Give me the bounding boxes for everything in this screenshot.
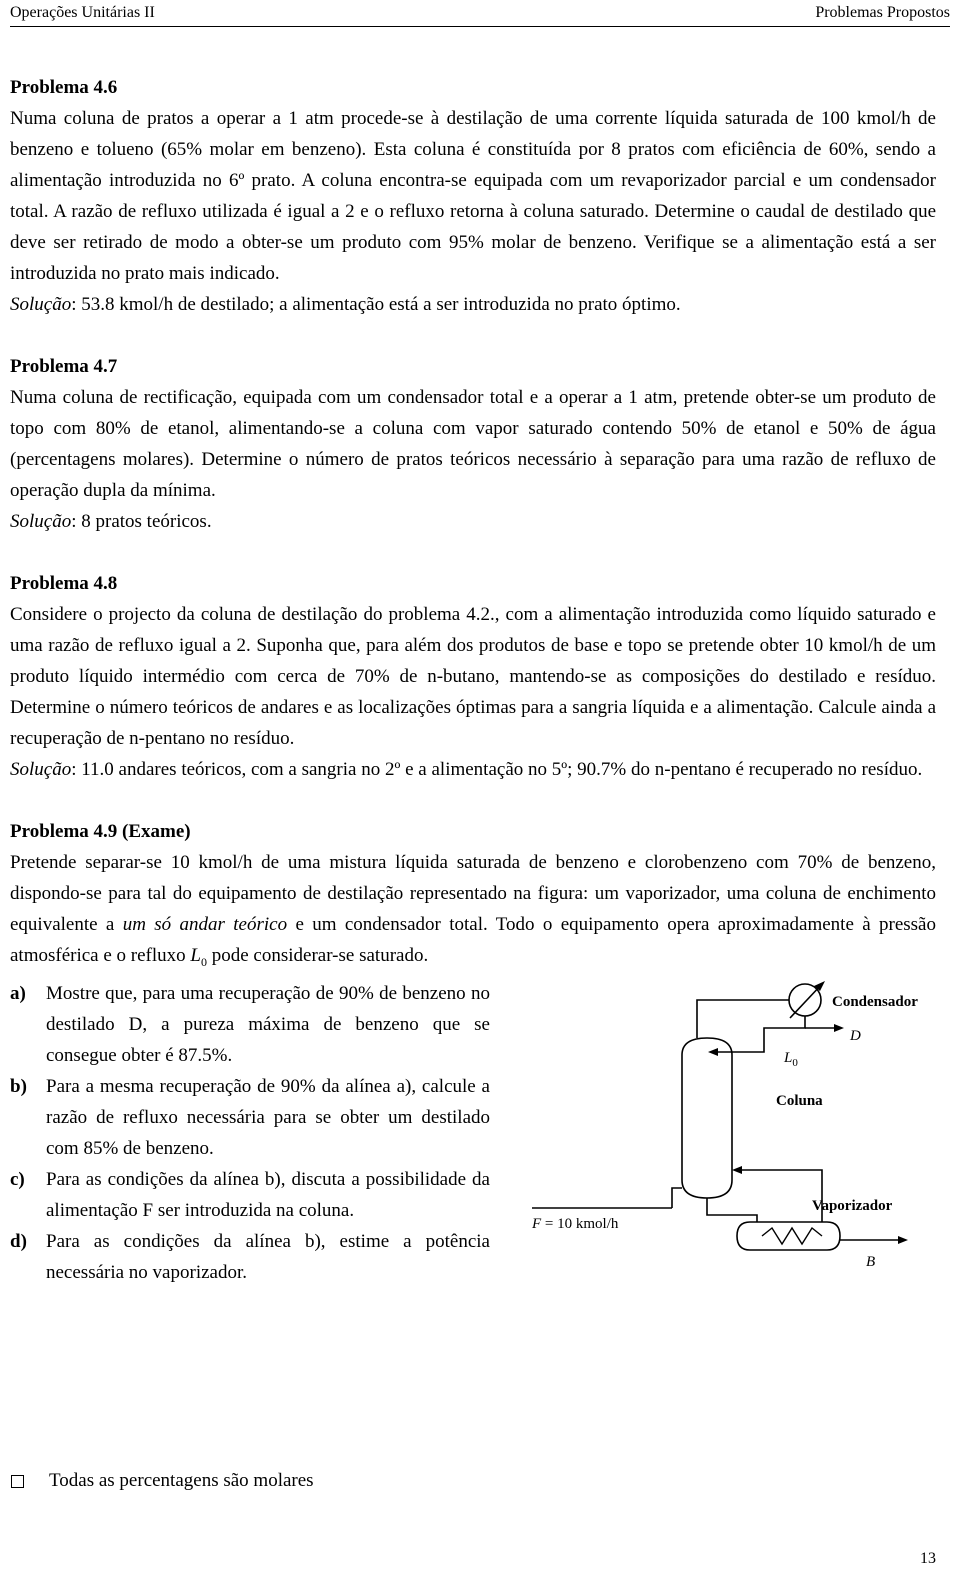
column-label: Coluna [776,1092,823,1109]
reflux-label-subscript: 0 [792,1056,798,1069]
vapor-return-line [736,1170,822,1222]
question-item [10,1226,490,1288]
problem-solution [10,289,936,320]
reflux-arrowhead [708,1048,718,1056]
problem-solution [10,506,936,537]
problem-title: Problema 4.9 (Exame) [10,821,191,842]
problem-title: Problema 4.8 [10,573,118,594]
question-item [10,1164,490,1226]
solution-text: : 53.8 kmol/h de destilado; a alimentação está a ser introduzida no prato óptimo. [71,294,681,315]
vapor-return-arrowhead [732,1166,742,1174]
bottoms-arrowhead [898,1236,908,1244]
distillation-diagram [522,970,936,1285]
feed-label-letter: F [532,1215,542,1232]
vaporizer-coil [762,1228,822,1244]
problem-text-part: e um condensador total. Todo o equipamento opera aproximadamente à pressão atmosférica e o refluxo [10,914,936,966]
page-header [10,0,950,27]
condenser-symbol [789,984,821,1016]
problem-text-part: Pretende separar-se 10 kmol/h de uma mistura líquida saturada de benzeno e clorobenzeno com 70% de benzeno, dispondo-se para tal do equipamento de destilação representado na figura: um vaporizador, uma coluna de enchimento equivalente a [10,852,936,935]
question-letter: c) [10,1168,25,1190]
question-item [10,1071,490,1164]
page-content [10,72,936,1303]
condensate-line [764,1016,805,1042]
problem-text: Numa coluna de rectificação, equipada com um condensador total e a operar a 1 atm, pretende obter-se um produto de topo com 80% de etanol, alimentando-se a coluna com vapor saturado contendo 50% de etanol e 50% de água (percentagens molares). Determine o número de pratos teóricos necessário à separação para uma razão de refluxo de operação dupla da mínima. [10,387,936,501]
question-list [10,978,490,1288]
problem-4-6 [10,72,936,320]
problem-solution [10,754,936,785]
feed-label [531,1216,619,1232]
problem-4-9 [10,816,936,1303]
footnote [10,1470,314,1492]
problem-text-part: pode considerar-se saturado. [207,945,429,966]
condenser-label: Condensador [832,993,918,1010]
feed-label-value: = 10 kmol/h [541,1215,619,1232]
solution-text: : 11.0 andares teóricos, com a sangria no 2º e a alimentação no 5º; 90.7% do n-pentano é recuperado no resíduo. [71,759,923,780]
distillate-arrowhead [834,1024,844,1032]
feed-connector [672,1188,682,1208]
question-text: Mostre que, para uma recuperação de 90% de benzeno no destilado D, a pureza máxima de benzeno que se consegue obter é 87.5%. [46,982,490,1066]
column-bottom-line [707,1198,757,1222]
reflux-subscript: 0 [201,954,207,969]
header-section: Problemas Propostos [815,4,950,21]
distillation-figure [522,970,936,1285]
solution-label: Solução [10,511,72,532]
distillate-label: D [850,1027,861,1044]
question-letter: d) [10,1230,27,1252]
question-letter: a) [10,982,26,1004]
problem-text: Considere o projecto da coluna de destilação do problema 4.2., com a alimentação introduzida como líquido saturado e uma razão de refluxo igual a 2. Suponha que, para além dos produtos de base e topo se pretende obter 10 kmol/h de um produto líquido intermédio com cerca de 70% de n-butano, mantendo-se as composições do destilado e resíduo. Determine o número teóricos de andares e as localizações óptimas para a sangria líquida e a alimentação. Calcule ainda a recuperação de n-pentano no resíduo. [10,604,936,749]
page-number: 13 [920,1550,936,1567]
vaporizer-vessel [737,1222,840,1250]
condenser-diagonal [790,984,822,1018]
column-body [682,1038,732,1198]
question-text: Para a mesma recuperação de 90% da alínea a), calcule a razão de refluxo necessária para se obter um destilado com 85% de benzeno. [46,1075,490,1159]
problem-text: Numa coluna de pratos a operar a 1 atm procede-se à destilação de uma corrente líquida saturada de 100 kmol/h de benzeno e tolueno (65% molar em benzeno). Esta coluna é constituída por 8 pratos com eficiência de 60%, sendo a alimentação introduzida no 6º prato. A coluna encontra-se equipada com um revaporizador parcial e um condensador total. A razão de refluxo utilizada é igual a 2 e o refluxo retorna à coluna saturado. Determine o caudal de destilado que deve ser retirado de modo a obter-se um produto com 95% molar de benzeno. Verifique se a alimentação está a ser introduzida no prato mais indicado. [10,108,936,284]
footnote-text: Todas as percentagens são molares [49,1470,314,1491]
solution-label: Solução [10,294,72,315]
question-text: Para as condições da alínea b), estime a potência necessária no vaporizador. [46,1230,490,1283]
solution-label: Solução [10,759,72,780]
condenser-arrowhead [814,981,825,991]
problem-4-8 [10,568,936,785]
vaporizer-label: Vaporizador [812,1197,893,1214]
question-letter: b) [10,1075,27,1097]
vapor-line [697,1000,789,1038]
question-text: Para as condições da alínea b), discuta a possibilidade da alimentação F ser introduzida na coluna. [46,1168,490,1221]
reflux-line [712,1042,764,1052]
bottoms-label: B [866,1253,876,1270]
reflux-symbol: L [190,945,201,966]
header-course: Operações Unitárias II [10,4,155,21]
question-item [10,978,490,1071]
problem-title: Problema 4.6 [10,77,118,98]
problem-4-9-lower [10,978,936,1303]
problem-text [10,847,936,978]
checkbox-bullet-icon [11,1475,24,1488]
reflux-label-letter: L [784,1049,793,1066]
problem-title: Problema 4.7 [10,356,118,377]
problem-4-7 [10,351,936,537]
solution-text: : 8 pratos teóricos. [71,511,212,532]
reflux-label [783,1050,798,1069]
problem-text-italic: um só andar teórico [122,914,288,935]
